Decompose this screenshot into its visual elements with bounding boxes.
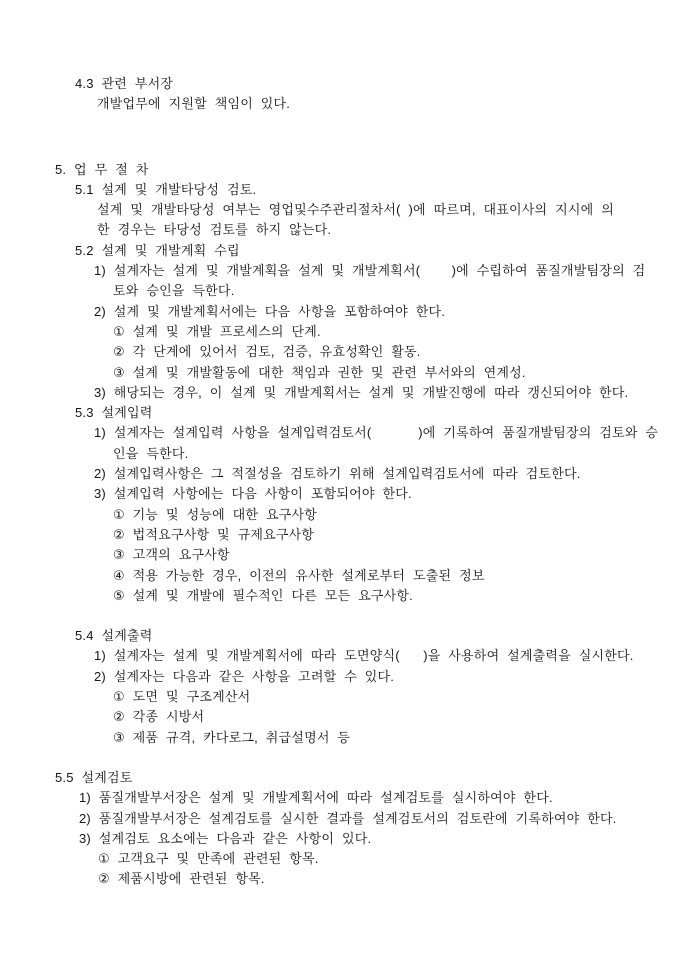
text-line: 개발업무에 지원할 책임이 있다. bbox=[97, 96, 291, 112]
section-heading: 5. 업 무 절 차 bbox=[55, 161, 149, 177]
numbered-item: 3) 설계검토 요소에는 다음과 같은 사항이 있다. bbox=[79, 830, 372, 846]
circled-item: ① 기능 및 성능에 대한 요구사항 bbox=[113, 506, 318, 522]
numbered-item: 3) 해당되는 경우, 이 설계 및 개발계획서는 설계 및 개발진행에 따라 갱신되어야 한다. bbox=[94, 384, 629, 400]
text-line: 한 경우는 타당성 검토를 하지 않는다. bbox=[97, 222, 332, 238]
numbered-item: 3) 설계입력 사항에는 다음 사항이 포함되어야 한다. bbox=[94, 486, 412, 502]
circled-item: ③ 설계 및 개발활동에 대한 책임과 권한 및 관련 부서와의 연계성. bbox=[113, 364, 526, 380]
numbered-item: 1) 설계자는 설계 및 개발계획서에 따라 도면양식( )을 사용하여 설계출력을 실시한다. bbox=[94, 648, 634, 664]
section-5-4 bbox=[0, 626, 680, 748]
numbered-item: 2) 품질개발부서장은 설계검토를 실시한 결과를 설계검토서의 검토란에 기록하여야 한다. bbox=[79, 810, 617, 826]
circled-item: ② 법적요구사항 및 규제요구사항 bbox=[113, 526, 315, 542]
circled-item: ② 각종 시방서 bbox=[113, 709, 205, 725]
circled-item: ① 고객요구 및 만족에 관련된 항목. bbox=[98, 851, 319, 867]
text-line: 인을 득한다. bbox=[113, 445, 189, 461]
numbered-item: 1) 품질개발부서장은 설계 및 개발계획서에 따라 설계검토를 실시하여야 한다. bbox=[79, 790, 553, 806]
circled-item: ④ 적용 가능한 경우, 이전의 유사한 설계로부터 도출된 정보 bbox=[113, 567, 485, 583]
section-5-3 bbox=[0, 403, 680, 606]
section-4-3 bbox=[0, 74, 680, 115]
subsection-heading: 5.4 설계출력 bbox=[75, 628, 153, 644]
subsection-heading: 5.3 설계입력 bbox=[75, 405, 153, 421]
numbered-item: 2) 설계자는 다음과 같은 사항을 고려할 수 있다. bbox=[94, 668, 395, 684]
section-5 bbox=[0, 160, 680, 890]
text-line: 토와 승인을 득한다. bbox=[113, 283, 235, 299]
circled-item: ③ 제품 규격, 카다로그, 취급설명서 등 bbox=[113, 729, 351, 745]
numbered-item: 2) 설계 및 개발계획서에는 다음 사항을 포함하여야 한다. bbox=[94, 303, 446, 319]
section-heading: 4.3 관련 부서장 bbox=[75, 76, 174, 91]
subsection-heading: 5.5 설계검토 bbox=[55, 769, 133, 785]
numbered-item: 1) 설계자는 설계 및 개발계획을 설계 및 개발계획서( )에 수립하여 품질개발팀장의 검 bbox=[94, 263, 646, 279]
circled-item: ⑤ 설계 및 개발에 필수적인 다른 모든 요구사항. bbox=[113, 587, 413, 603]
circled-item: ① 도면 및 구조계산서 bbox=[113, 689, 251, 705]
section-5-5 bbox=[0, 768, 680, 890]
circled-item: ① 설계 및 개발 프로세스의 단계. bbox=[113, 323, 321, 339]
subsection-heading: 5.1 설계 및 개발타당성 검토. bbox=[75, 181, 257, 197]
circled-item: ② 제품시방에 관련된 항목. bbox=[98, 871, 265, 887]
numbered-item: 2) 설계입력사항은 그 적절성을 검토하기 위해 설계입력검토서에 따라 검토한다. bbox=[94, 466, 581, 482]
circled-item: ② 각 단계에 있어서 검토, 검증, 유효성확인 활동. bbox=[113, 344, 421, 360]
subsection-heading: 5.2 설계 및 개발계획 수립 bbox=[75, 242, 240, 258]
section-5-2 bbox=[0, 241, 680, 403]
section-5-1 bbox=[0, 180, 680, 241]
circled-item: ③ 고객의 요구사항 bbox=[113, 547, 230, 563]
numbered-item: 1) 설계자는 설계입력 사항을 설계입력검토서( )에 기록하여 품질개발팀장의 검토와 승 bbox=[94, 425, 659, 441]
text-line: 설계 및 개발타당성 여부는 영업및수주관리절차서( )에 따르며, 대표이사의 지시에 의 bbox=[97, 202, 614, 218]
